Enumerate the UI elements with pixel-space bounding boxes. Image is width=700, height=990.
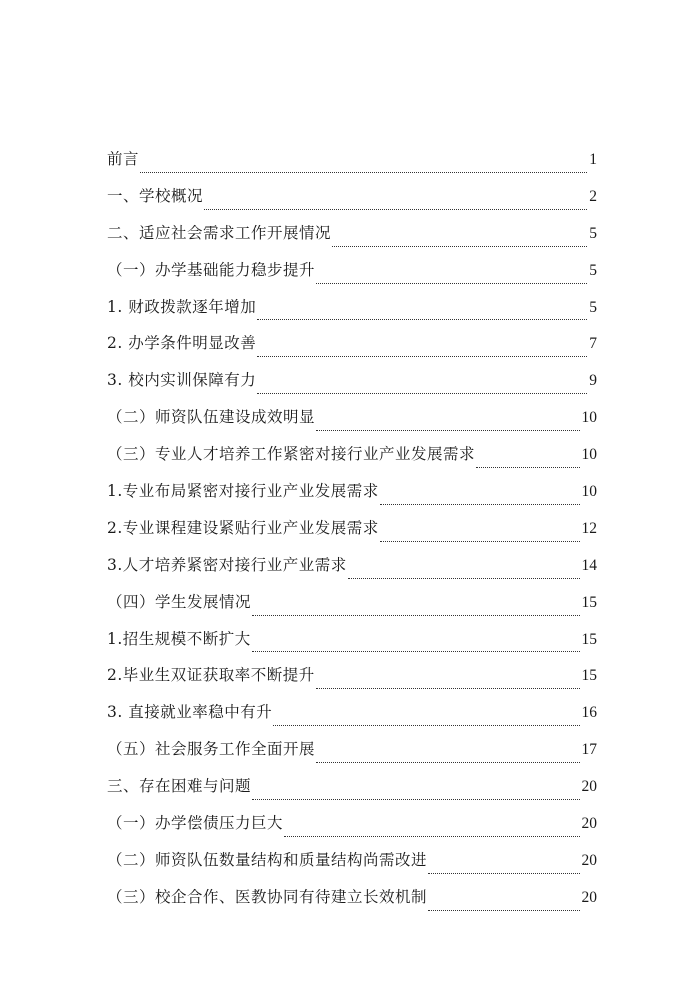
toc-entry-title: （四）学生发展情况 — [107, 592, 252, 611]
toc-page-number: 7 — [589, 335, 597, 353]
toc-page-number: 15 — [581, 593, 597, 611]
toc-entry-title: 三、存在困难与问题 — [107, 777, 252, 796]
toc-dot-leader — [252, 650, 580, 652]
toc-entry-title: 3. 直接就业率稳中有升 — [107, 703, 273, 722]
toc-dot-leader — [380, 540, 580, 542]
toc-entry-title: 1.招生规模不断扩大 — [107, 629, 251, 648]
toc-entry[interactable] — [107, 330, 597, 367]
toc-entry[interactable] — [107, 626, 597, 663]
toc-page-number: 1 — [589, 151, 597, 168]
toc-entry-title: 2. 办学条件明显改善 — [107, 334, 257, 353]
toc-dot-leader — [332, 245, 587, 247]
toc-page-number: 5 — [589, 261, 597, 279]
toc-entry[interactable] — [107, 478, 597, 515]
toc-dot-leader — [348, 577, 580, 579]
toc-page-number: 20 — [581, 778, 597, 796]
toc-page-number: 20 — [581, 851, 597, 869]
toc-dot-leader — [252, 614, 579, 616]
toc-dot-leader — [284, 835, 579, 837]
toc-dot-leader — [428, 909, 579, 911]
toc-entry[interactable] — [107, 441, 597, 478]
toc-page-number: 16 — [581, 704, 597, 722]
toc-entry-title: 二、适应社会需求工作开展情况 — [107, 223, 332, 242]
toc-entry-title: （二）师资队伍数量结构和质量结构尚需改进 — [107, 850, 428, 869]
toc-dot-leader — [316, 429, 579, 431]
toc-entry-title: （一）办学基础能力稳步提升 — [107, 260, 316, 279]
toc-page-number: 5 — [589, 224, 597, 242]
toc-entry-title: 1. 财政拨款逐年增加 — [107, 297, 257, 316]
toc-dot-leader — [252, 798, 579, 800]
toc-page-number: 2 — [589, 187, 597, 205]
toc-page-number: 20 — [581, 888, 597, 906]
toc-dot-leader — [257, 355, 587, 357]
toc-page-number: 14 — [581, 556, 597, 574]
toc-dot-leader — [204, 208, 587, 210]
toc-dot-leader — [257, 392, 587, 394]
toc-entry[interactable] — [107, 552, 597, 589]
toc-entry[interactable] — [107, 810, 597, 847]
toc-entry-title: （二）师资队伍建设成效明显 — [107, 408, 316, 427]
toc-dot-leader — [316, 761, 579, 763]
toc-entry-title: （三）专业人才培养工作紧密对接行业产业发展需求 — [107, 445, 476, 464]
toc-page-number: 10 — [581, 409, 597, 427]
toc-page-number: 15 — [581, 667, 597, 685]
toc-dot-leader — [257, 318, 587, 320]
toc-entry[interactable] — [107, 773, 597, 810]
toc-entry-title: 前言 — [107, 150, 140, 168]
toc-dot-leader — [380, 503, 580, 505]
toc-page-number: 10 — [581, 446, 597, 464]
toc-dot-leader — [140, 171, 587, 173]
toc-entry-title: 2.毕业生双证获取率不断提升 — [107, 666, 315, 685]
toc-page-number: 5 — [589, 298, 597, 316]
toc-entry[interactable] — [107, 847, 597, 884]
toc-entry[interactable] — [107, 257, 597, 294]
table-of-contents — [107, 146, 597, 921]
toc-dot-leader — [273, 724, 579, 726]
toc-page-number: 12 — [581, 519, 597, 537]
toc-entry-title: 3.人才培养紧密对接行业产业需求 — [107, 555, 347, 574]
toc-page-number: 9 — [589, 372, 597, 390]
toc-page-number: 17 — [581, 741, 597, 759]
toc-entry[interactable] — [107, 183, 597, 220]
toc-entry-title: 3. 校内实训保障有力 — [107, 371, 257, 390]
toc-entry-title: （一）办学偿债压力巨大 — [107, 814, 284, 833]
toc-entry[interactable] — [107, 736, 597, 773]
toc-page-number: 10 — [581, 483, 597, 501]
toc-dot-leader — [316, 282, 587, 284]
toc-entry-title: 一、学校概况 — [107, 186, 204, 205]
toc-entry-title: 1.专业布局紧密对接行业产业发展需求 — [107, 482, 379, 501]
toc-entry[interactable] — [107, 515, 597, 552]
toc-entry[interactable] — [107, 220, 597, 257]
toc-entry[interactable] — [107, 662, 597, 699]
toc-entry[interactable] — [107, 884, 597, 921]
toc-entry[interactable] — [107, 367, 597, 404]
toc-entry-title: （三）校企合作、医教协同有待建立长效机制 — [107, 887, 428, 906]
toc-entry[interactable] — [107, 589, 597, 626]
toc-entry[interactable] — [107, 146, 597, 183]
toc-entry-title: 2.专业课程建设紧贴行业产业发展需求 — [107, 518, 379, 537]
toc-entry-title: （五）社会服务工作全面开展 — [107, 740, 316, 759]
toc-page-number: 20 — [581, 815, 597, 833]
toc-page-number: 15 — [581, 630, 597, 648]
toc-dot-leader — [476, 466, 579, 468]
toc-entry[interactable] — [107, 404, 597, 441]
toc-entry[interactable] — [107, 294, 597, 331]
toc-dot-leader — [428, 872, 579, 874]
toc-dot-leader — [316, 687, 580, 689]
toc-entry[interactable] — [107, 699, 597, 736]
